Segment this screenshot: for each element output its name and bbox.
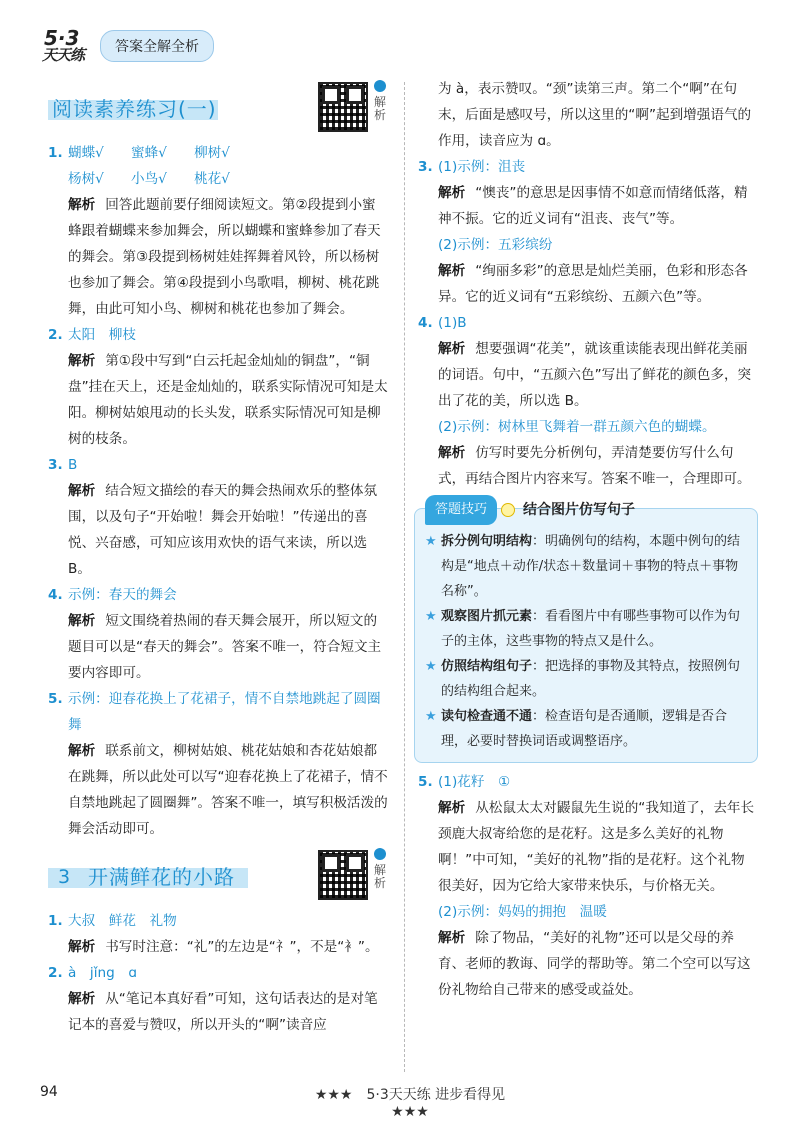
section-title: 阅读素养练习(一) (52, 97, 217, 121)
lesson3-question-2 (48, 960, 388, 1038)
continued-text: 为 à，表示赞叹。“颈”读第三声。第二个“啊”在句末，后面是感叹号，所以这里的“啊”起到增强语气的作用，读音应为 ɑ。 (438, 81, 752, 149)
logo-top: 5·3 (44, 26, 80, 50)
tip-head: 观察图片抓元素 (441, 609, 533, 624)
answer: 太阳 柳枝 (68, 327, 136, 343)
analysis-label: 解析 (68, 939, 96, 955)
analysis-label: 解析 (438, 185, 466, 201)
analysis-label: 解析 (68, 991, 96, 1007)
page-header (40, 28, 214, 64)
star-icon: ★ (425, 659, 437, 674)
analysis-text: “绚丽多彩”的意思是灿烂美丽，色彩和形态各异。它的近义词有“五彩缤纷、五颜六色”等。 (438, 263, 748, 305)
tip-item (425, 704, 747, 754)
play-icon (374, 848, 386, 860)
analysis-text: 从“笔记本真好看”可知，这句话表达的是对笔记本的喜爱与赞叹，所以开头的“啊”读音应 (68, 991, 378, 1033)
question-number: 1. (48, 145, 63, 161)
tips-title: 结合图片仿写句子 (523, 502, 636, 518)
answer: à jǐng ɑ (68, 965, 137, 981)
analysis-label: 解析 (68, 197, 96, 213)
answer-line: 杨树√ 小鸟√ 桃花√ (68, 171, 230, 187)
qr-label: 解析 (374, 95, 387, 122)
right-column (418, 76, 758, 1003)
question-4 (48, 582, 388, 686)
sub-answer: (2)示例：妈妈的拥抱 温暖 (438, 904, 607, 920)
star-icon: ★ (425, 609, 437, 624)
question-4-right (418, 310, 758, 492)
answer: B (68, 457, 78, 473)
analysis-text: 从松鼠太太对鼹鼠先生说的“我知道了，去年长颈鹿大叔寄给您的是花籽。这是多么美好的礼物啊！”中可知，“美好的礼物”指的是花籽。这个礼物很美好，因为它给大家带来快乐，与价格无关。 (438, 800, 755, 894)
analysis-text: 除了物品，“美好的礼物”还可以是父母的养育、老师的教诲、同学的帮助等。第二个空可以写这份礼物给自己带来的感受或益处。 (438, 930, 751, 998)
analysis-label: 解析 (68, 743, 96, 759)
section-heading-reading (48, 80, 388, 136)
analysis-label: 解析 (438, 445, 466, 461)
lesson3-question-1 (48, 908, 388, 960)
analysis-text: 想要强调“花美”，就该重读能表现出鲜花美丽的词语。句中，“五颜六色”写出了鲜花的颜色多，突出了花的美，所以选 B。 (438, 341, 752, 409)
sub-answer: (2)示例：树林里飞舞着一群五颜六色的蝴蝶。 (438, 419, 716, 435)
lesson-number: 3 (58, 866, 71, 888)
tip-head: 拆分例句明结构 (441, 534, 533, 549)
analysis-text: 短文围绕着热闹的春天舞会展开，所以短文的题目可以是“春天的舞会”。答案不唯一，符合短文主要内容即可。 (68, 613, 382, 681)
analysis-text: 联系前文，柳树姑娘、桃花姑娘和杏花姑娘都在跳舞，所以此处可以写“迎春花换上了花裙子，情不自禁地跳起了圆圈舞”。答案不唯一，填写积极活泼的舞会活动即可。 (68, 743, 388, 837)
qr-code-icon[interactable] (318, 82, 368, 132)
answer: 示例：春天的舞会 (68, 587, 177, 603)
sub-answer: (1)花籽 ① (438, 774, 511, 790)
question-3-right (418, 154, 758, 310)
tips-box (414, 502, 758, 763)
analysis-label: 解析 (68, 353, 96, 369)
footer-slogan: ★★★ 5·3天天练 进步看得见 ★★★ (314, 1087, 520, 1120)
page-number: 94 (40, 1084, 58, 1100)
tip-item (425, 604, 747, 654)
analysis-label: 解析 (438, 263, 466, 279)
section-title: 开满鲜花的小路 (88, 865, 235, 889)
qr-label: 解析 (374, 863, 387, 890)
sub-answer: (1)示例：沮丧 (438, 159, 526, 175)
analysis-text: 回答此题前要仔细阅读短文。第②段提到小蜜蜂跟着蝴蝶来参加舞会，所以蝴蝶和蜜蜂参加了春天的舞会。第③段提到杨树娃娃挥舞着风铃，所以杨树也参加了舞会。第④段提到小鸟歌唱，柳树、桃花跳舞，由此可知小鸟、柳树和桃花也参加了舞会。 (68, 197, 381, 317)
star-icon: ★ (425, 534, 437, 549)
question-number: 2. (48, 327, 63, 343)
question-1 (48, 140, 388, 322)
tip-item (425, 654, 747, 704)
question-number: 4. (48, 587, 63, 603)
analysis-text: 书写时注意：“礼”的左边是“礻”，不是“衤”。 (105, 939, 379, 955)
question-number: 4. (418, 315, 433, 331)
question-3 (48, 452, 388, 582)
left-column (48, 80, 388, 1038)
tip-item (425, 529, 747, 604)
question-number: 1. (48, 913, 63, 929)
play-icon (374, 80, 386, 92)
tip-text: ：明确例句的结构，本题中例句的结构是“地点＋动作/状态＋数量词＋事物的特点＋事物名称”。 (441, 534, 741, 599)
analysis-text: 第①段中写到“白云托起金灿灿的铜盘”，“铜盘”挂在天上，还是金灿灿的，联系实际情况可知是太阳。柳树姑娘甩动的长头发，联系实际情况可知是柳树的枝条。 (68, 353, 388, 447)
page-footer (0, 1084, 800, 1120)
analysis-label: 解析 (438, 341, 466, 357)
question-number: 2. (48, 965, 63, 981)
qr-code-icon[interactable] (318, 850, 368, 900)
column-divider (404, 82, 405, 1072)
tip-head: 读句检查通不通 (441, 709, 533, 724)
analysis-label: 解析 (438, 930, 466, 946)
tip-text: ：检查语句是否通顺，逻辑是否合理，必要时替换词语或调整语序。 (441, 709, 728, 749)
question-number: 3. (48, 457, 63, 473)
tip-head: 仿照结构组句子 (441, 659, 533, 674)
question-2 (48, 322, 388, 452)
analysis-text: 结合短文描绘的春天的舞会热闹欢乐的整体氛围，以及句子“开始啦！舞会开始啦！”传递出的喜悦、兴奋感，可知应该用欢快的语气来读，所以选 B。 (68, 483, 378, 577)
answer: 示例：迎春花换上了花裙子，情不自禁地跳起了圆圈舞 (68, 691, 381, 733)
analysis-label: 解析 (438, 800, 466, 816)
tips-badge: 答题技巧 (425, 495, 497, 525)
analysis-label: 解析 (68, 613, 96, 629)
logo-bottom: 天天练 (42, 46, 85, 64)
question-5-right (418, 769, 758, 1003)
analysis-label: 解析 (68, 483, 96, 499)
sub-answer: (2)示例：五彩缤纷 (438, 237, 553, 253)
question-number: 3. (418, 159, 433, 175)
answer-line: 蝴蝶√ 蜜蜂√ 柳树√ (68, 145, 230, 161)
question-5 (48, 686, 388, 842)
lightbulb-icon (501, 503, 515, 517)
question-number: 5. (48, 691, 63, 707)
brand-logo (40, 26, 98, 66)
analysis-text: 仿写时要先分析例句，弄清楚要仿写什么句式，再结合图片内容来写。答案不唯一，合理即可。 (438, 445, 751, 487)
tip-text: ：看看图片中有哪些事物可以作为句子的主体，这些事物的特点又是什么。 (441, 609, 741, 649)
question-number: 5. (418, 774, 433, 790)
answer: 大叔 鲜花 礼物 (68, 913, 177, 929)
header-pill: 答案全解全析 (100, 30, 214, 62)
sub-answer: (1)B (438, 315, 467, 331)
section-heading-lesson3 (48, 848, 388, 904)
analysis-text: “懊丧”的意思是因事情不如意而情绪低落，精神不振。它的近义词有“沮丧、丧气”等。 (438, 185, 748, 227)
star-icon: ★ (425, 709, 437, 724)
tip-text: ：把选择的事物及其特点，按照例句的结构组合起来。 (441, 659, 741, 699)
